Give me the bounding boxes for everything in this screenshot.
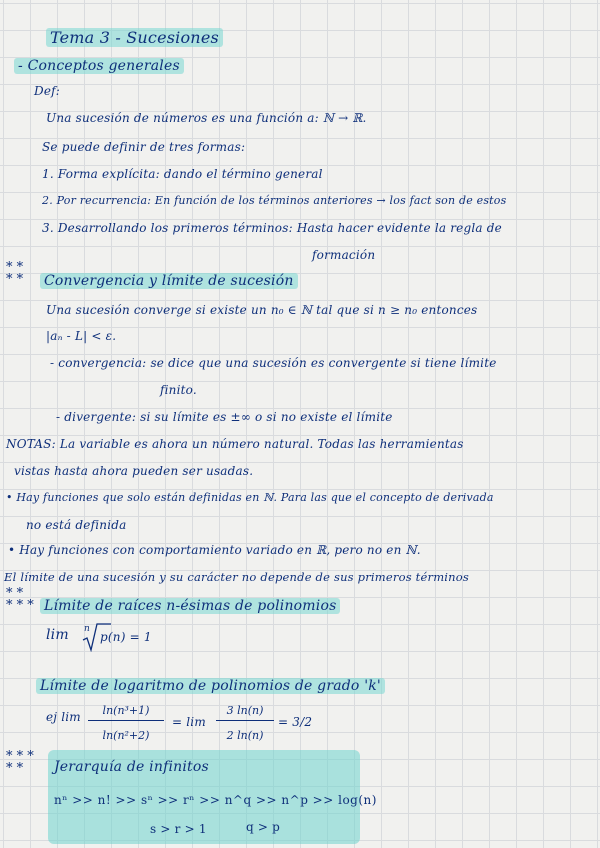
example-result: = 3/2 bbox=[278, 715, 313, 729]
example-mid-lim: = lim bbox=[172, 715, 206, 729]
root-index: n bbox=[84, 624, 90, 634]
convergencia-definition-cont: finito. bbox=[160, 383, 197, 397]
definition-text: Una sucesión de números es una función a: ℕ → ℝ. bbox=[46, 111, 367, 125]
hierarchy-cond-1: s > r > 1 bbox=[150, 822, 207, 836]
example-mid-fraction-bar bbox=[216, 720, 274, 721]
root-limit-body: p(n) = 1 bbox=[100, 630, 152, 644]
notes-bullet-1-cont: no está definida bbox=[26, 518, 127, 532]
page-title: Tema 3 - Sucesiones bbox=[46, 29, 223, 47]
form-item-2: 2. Por recurrencia: En función de los términos anteriores → los fact son de estos bbox=[42, 194, 507, 207]
convergence-definition: Una sucesión converge si existe un n₀ ∈ ℕ tal que si n ≥ n₀ entonces bbox=[46, 303, 478, 317]
form-item-3: 3. Desarrollando los primeros términos: Hasta hacer evidente la regla de bbox=[42, 221, 502, 235]
example-mid-denominator: 2 ln(n) bbox=[226, 729, 264, 742]
divergente-definition: - divergente: si su límite es ±∞ o si no existe el límite bbox=[56, 410, 393, 424]
section-heading-jerarquia: Jerarquía de infinitos bbox=[54, 759, 209, 775]
notes-line-1: NOTAS: La variable es ahora un número natural. Todas las herramientas bbox=[6, 437, 464, 451]
hierarchy-cond-2: q > p bbox=[246, 820, 281, 834]
star-marks-raices: * * * * * bbox=[6, 586, 34, 613]
form-item-1: 1. Forma explícita: dando el término general bbox=[42, 167, 323, 181]
notes-bullet-1: • Hay funciones que solo están definidas en ℕ. Para las que el concepto de derivada bbox=[6, 491, 494, 504]
notes-line-2: vistas hasta ahora pueden ser usadas. bbox=[14, 464, 254, 478]
section-heading-logaritmo: Límite de logaritmo de polinomios de grado 'k' bbox=[36, 677, 385, 695]
hierarchy-line-1: nⁿ >> n! >> sⁿ >> rⁿ >> n^q >> n^p >> log(n) bbox=[54, 793, 377, 807]
example-lim-prefix: ej lim bbox=[46, 710, 81, 724]
section-heading-convergencia: Convergencia y límite de sucesión bbox=[40, 272, 298, 290]
star-marks-jerarquia: * * * * * bbox=[6, 749, 34, 776]
section-heading-raices: Límite de raíces n-ésimas de polinomios bbox=[40, 597, 340, 615]
definition-label: Def: bbox=[34, 84, 61, 98]
limit-note: El límite de una sucesión y su carácter no depende de sus primeros términos bbox=[4, 570, 470, 584]
convergencia-definition: - convergencia: se dice que una sucesión es convergente si tiene límite bbox=[50, 356, 497, 370]
example-fraction-bar bbox=[88, 720, 164, 721]
example-numerator: ln(n³+1) bbox=[102, 704, 150, 717]
root-limit-lim: lim bbox=[46, 627, 69, 643]
example-mid-numerator: 3 ln(n) bbox=[226, 704, 264, 717]
convergence-inequality: |aₙ - L| < ε. bbox=[46, 329, 117, 343]
section-heading-conceptos: - Conceptos generales bbox=[14, 57, 184, 75]
star-marks-convergencia: * * * * bbox=[6, 260, 24, 287]
form-item-3-cont: formación bbox=[312, 248, 376, 262]
notes-bullet-2: • Hay funciones con comportamiento variado en ℝ, pero no en ℕ. bbox=[8, 543, 421, 557]
forms-intro: Se puede definir de tres formas: bbox=[42, 140, 246, 154]
example-denominator: ln(n²+2) bbox=[102, 729, 150, 742]
